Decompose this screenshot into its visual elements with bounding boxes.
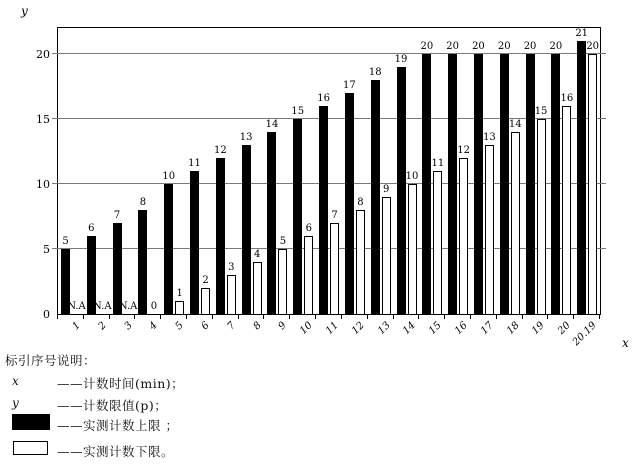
bar-upper-20 xyxy=(551,54,560,314)
bar-label-upper-12: 17 xyxy=(343,80,356,91)
x-tick-mark xyxy=(57,315,58,319)
x-tick-label-3: 3 xyxy=(122,320,135,333)
x-tick-mark xyxy=(212,315,213,319)
bar-upper-11 xyxy=(319,106,328,314)
bar-label-upper-5: 10 xyxy=(162,171,176,182)
bar-label-lower-3: N.A xyxy=(118,301,138,312)
x-tick-mark xyxy=(134,315,135,319)
y-tick-label-10: 10 xyxy=(36,178,50,191)
x-tick-mark xyxy=(547,315,548,319)
x-tick-mark xyxy=(315,315,316,319)
bar-label-upper-9: 14 xyxy=(265,119,279,130)
bar-upper-17 xyxy=(474,54,483,314)
bar-label-upper-17: 20 xyxy=(472,41,485,52)
x-tick-label-15: 15 xyxy=(427,320,445,337)
bar-upper-19 xyxy=(526,54,535,314)
bar-label-upper-20.19: 21 xyxy=(575,28,589,39)
bar-lower-5 xyxy=(175,301,184,314)
x-tick-mark xyxy=(341,315,342,319)
bar-upper-12 xyxy=(345,93,354,314)
bar-label-upper-10: 15 xyxy=(291,106,305,117)
bar-upper-6 xyxy=(190,171,199,314)
x-tick-label-9: 9 xyxy=(276,320,290,333)
x-tick-label-10: 10 xyxy=(298,320,315,337)
bar-upper-13 xyxy=(371,80,380,314)
x-tick-label-8: 8 xyxy=(251,320,264,333)
bar-label-upper-11: 16 xyxy=(317,93,330,104)
x-tick-mark xyxy=(160,315,161,319)
bar-lower-14 xyxy=(408,184,417,314)
bar-label-lower-18: 14 xyxy=(508,119,522,130)
x-tick-label-18: 18 xyxy=(504,320,522,337)
bar-label-lower-6: 2 xyxy=(202,275,209,286)
bar-upper-5 xyxy=(164,184,173,314)
bar-upper-16 xyxy=(448,54,457,314)
bar-label-lower-14: 10 xyxy=(405,171,419,182)
x-tick-label-6: 6 xyxy=(199,320,212,333)
bar-label-lower-1: N.A xyxy=(67,301,86,312)
bar-lower-17 xyxy=(485,145,494,314)
bar-upper-8 xyxy=(242,145,251,314)
legend-item-x-text: ——计数时间(min)； xyxy=(57,376,185,391)
x-tick-label-2: 2 xyxy=(96,320,109,333)
x-tick-mark xyxy=(444,315,445,319)
bar-label-upper-19: 20 xyxy=(523,41,537,52)
x-tick-mark xyxy=(367,315,368,319)
bar-label-lower-5: 1 xyxy=(176,288,183,299)
bar-label-upper-16: 20 xyxy=(446,41,460,52)
x-tick-label-20.19: 20.19 xyxy=(570,320,599,349)
bar-label-lower-16: 12 xyxy=(457,145,471,156)
plot-area xyxy=(57,27,601,315)
x-tick-label-7: 7 xyxy=(225,320,238,333)
bar-lower-15 xyxy=(433,171,442,314)
x-tick-mark xyxy=(186,315,187,319)
bar-lower-13 xyxy=(382,197,391,314)
legend-item-upper-text: ——实测计数上限 ； xyxy=(57,418,179,433)
bar-label-upper-2: 6 xyxy=(88,223,95,234)
bar-lower-18 xyxy=(511,132,520,314)
bar-lower-12 xyxy=(356,210,365,314)
upper-limit-swatch-icon xyxy=(12,414,50,430)
bar-lower-6 xyxy=(201,288,210,314)
bar-lower-16 xyxy=(459,158,468,314)
x-tick-label-13: 13 xyxy=(375,320,393,337)
bar-label-lower-2: N.A xyxy=(93,301,112,312)
bar-upper-10 xyxy=(293,119,302,314)
gridline-y-15 xyxy=(52,118,606,119)
bar-label-lower-9: 5 xyxy=(279,236,287,247)
bar-label-lower-17: 13 xyxy=(483,132,496,143)
bar-label-lower-15: 11 xyxy=(431,158,445,169)
bar-lower-20 xyxy=(562,106,571,314)
bar-lower-20.19 xyxy=(588,54,597,314)
x-tick-mark xyxy=(238,315,239,319)
bar-label-lower-20: 16 xyxy=(560,93,574,104)
x-tick-label-12: 12 xyxy=(349,320,367,337)
x-tick-mark xyxy=(496,315,497,319)
bar-upper-4 xyxy=(138,210,147,314)
bar-label-lower-20.19: 20 xyxy=(586,41,600,52)
x-tick-mark xyxy=(522,315,523,319)
bar-label-upper-4: 8 xyxy=(139,197,147,208)
bar-upper-14 xyxy=(397,67,406,314)
bar-label-upper-20: 20 xyxy=(549,41,563,52)
bar-lower-11 xyxy=(330,223,339,314)
x-axis-title: x xyxy=(622,336,629,350)
bar-upper-15 xyxy=(422,54,431,314)
bar-label-upper-13: 18 xyxy=(368,67,382,78)
x-tick-label-19: 19 xyxy=(530,320,548,337)
x-tick-mark xyxy=(263,315,264,319)
bar-label-lower-12: 8 xyxy=(357,197,364,208)
x-tick-mark xyxy=(83,315,84,319)
gridline-y-20 xyxy=(52,53,606,54)
x-tick-mark xyxy=(418,315,419,319)
gridline-y-10 xyxy=(52,183,606,184)
y-tick-label-5: 5 xyxy=(43,243,50,256)
bar-label-upper-6: 11 xyxy=(188,158,201,169)
x-tick-label-20: 20 xyxy=(556,320,574,337)
y-axis-title: y xyxy=(21,4,28,18)
bar-label-lower-13: 9 xyxy=(383,184,390,195)
bar-label-upper-1: 5 xyxy=(62,236,69,247)
legend-item-y-text: ——计数限值(p)； xyxy=(57,398,168,413)
x-tick-mark xyxy=(599,315,600,319)
x-tick-label-14: 14 xyxy=(401,320,419,337)
y-tick-label-0: 0 xyxy=(43,308,50,321)
x-tick-mark xyxy=(470,315,471,319)
legend-symbol-y: y xyxy=(12,396,19,410)
lower-limit-swatch-icon xyxy=(13,441,48,455)
bar-label-upper-3: 7 xyxy=(113,210,121,221)
x-tick-label-5: 5 xyxy=(173,320,186,333)
x-tick-mark xyxy=(573,315,574,319)
bar-label-lower-4: 0 xyxy=(150,301,158,312)
bar-upper-7 xyxy=(216,158,225,314)
bar-label-lower-19: 15 xyxy=(534,106,548,117)
bar-upper-18 xyxy=(500,54,509,314)
gridline-y-5 xyxy=(52,248,606,249)
y-tick-label-20: 20 xyxy=(36,48,50,61)
bar-upper-20.19 xyxy=(577,41,586,314)
x-tick-label-17: 17 xyxy=(478,320,496,337)
bar-label-lower-10: 6 xyxy=(305,223,312,234)
legend-item-lower-text: ——实测计数下限。 xyxy=(57,444,175,459)
x-tick-label-11: 11 xyxy=(323,320,341,337)
bar-lower-9 xyxy=(278,249,287,314)
x-tick-label-1: 1 xyxy=(70,320,83,333)
x-tick-label-16: 16 xyxy=(453,320,470,337)
bar-label-upper-8: 13 xyxy=(239,132,253,143)
x-tick-mark xyxy=(393,315,394,319)
bar-label-lower-11: 7 xyxy=(331,210,338,221)
bar-label-upper-15: 20 xyxy=(420,41,434,52)
bar-label-upper-18: 20 xyxy=(497,41,511,52)
x-tick-mark xyxy=(289,315,290,319)
bar-lower-7 xyxy=(227,275,236,314)
bar-label-upper-14: 19 xyxy=(394,54,408,65)
bar-lower-10 xyxy=(304,236,313,314)
legend-title: 标引序号说明： xyxy=(5,353,97,368)
x-tick-label-4: 4 xyxy=(147,320,161,333)
bar-label-lower-8: 4 xyxy=(253,249,261,260)
bar-lower-19 xyxy=(537,119,546,314)
bar-lower-8 xyxy=(253,262,262,314)
bar-label-lower-7: 3 xyxy=(228,262,235,273)
y-tick-label-15: 15 xyxy=(36,113,50,126)
bar-upper-9 xyxy=(267,132,276,314)
legend-symbol-x: x xyxy=(12,374,19,388)
bar-label-upper-7: 12 xyxy=(213,145,227,156)
x-tick-mark xyxy=(109,315,110,319)
